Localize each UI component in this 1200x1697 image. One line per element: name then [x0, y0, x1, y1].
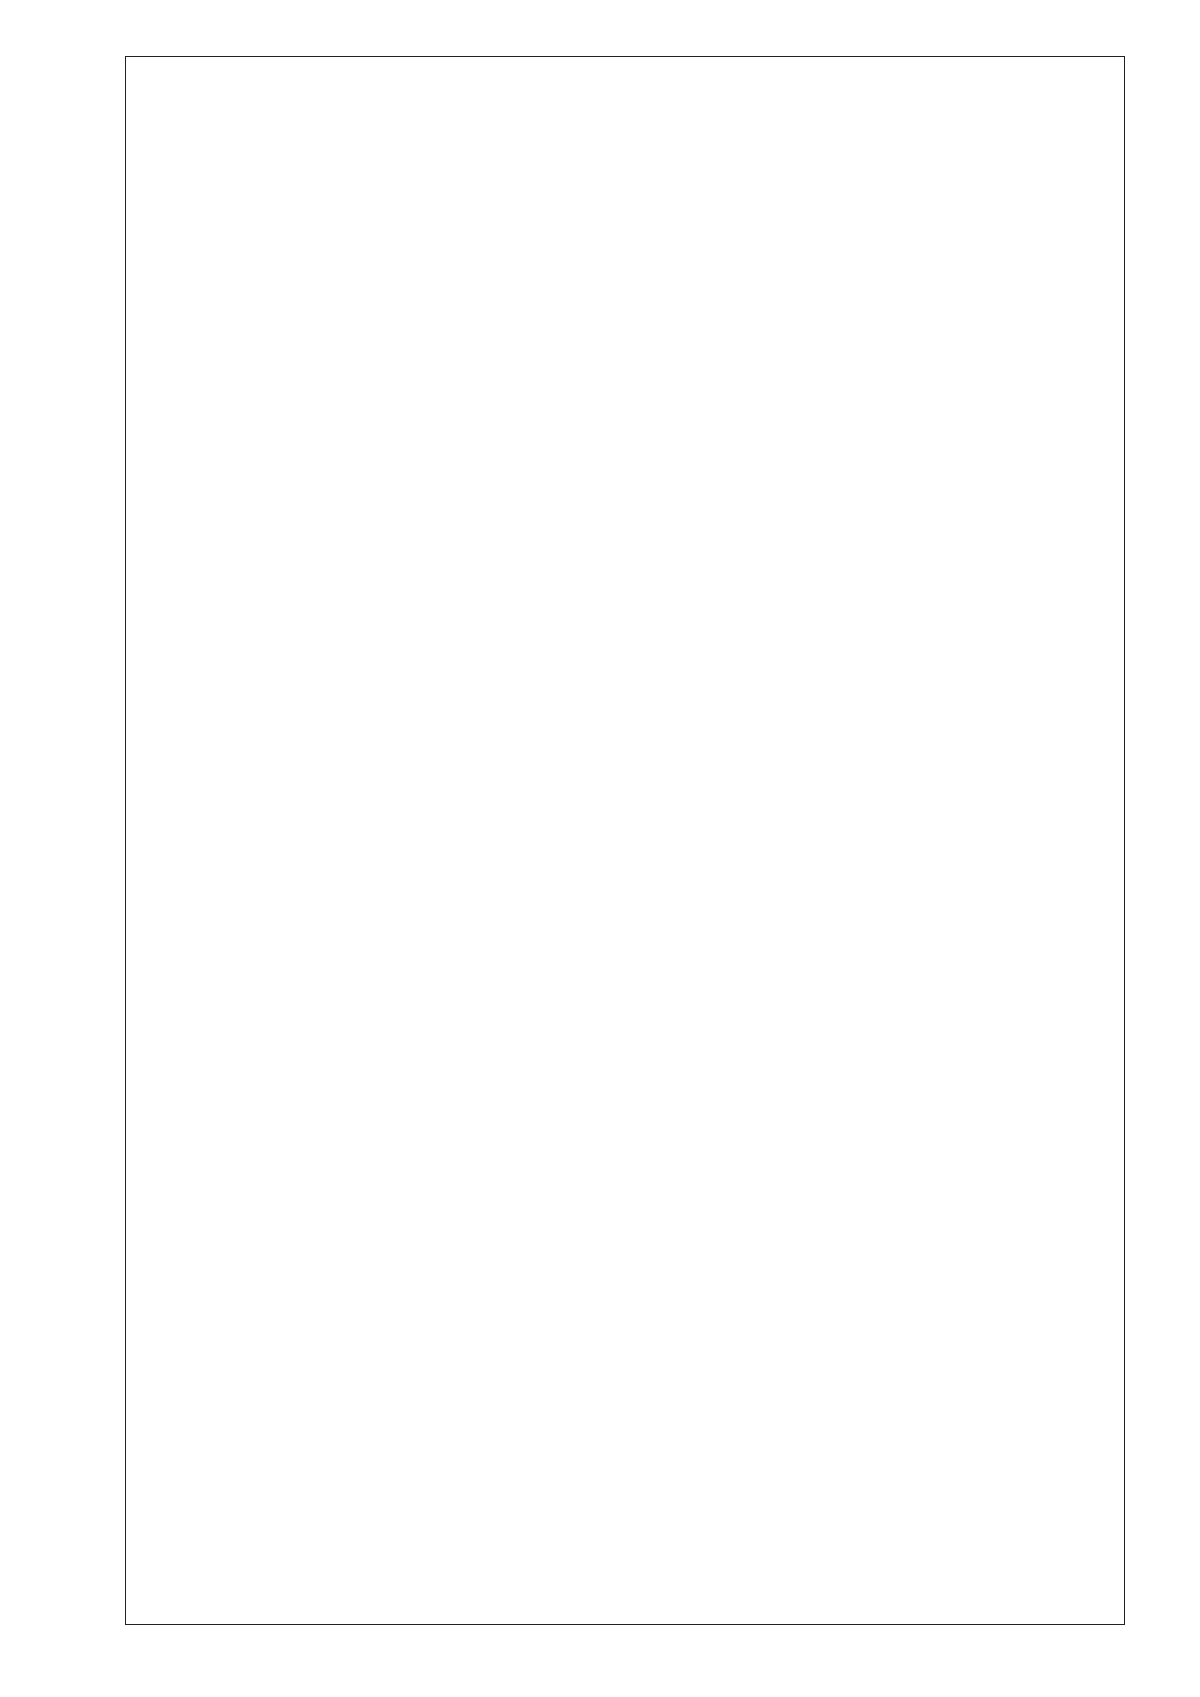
budget-table — [125, 56, 1125, 1625]
page-number — [66, 782, 92, 846]
